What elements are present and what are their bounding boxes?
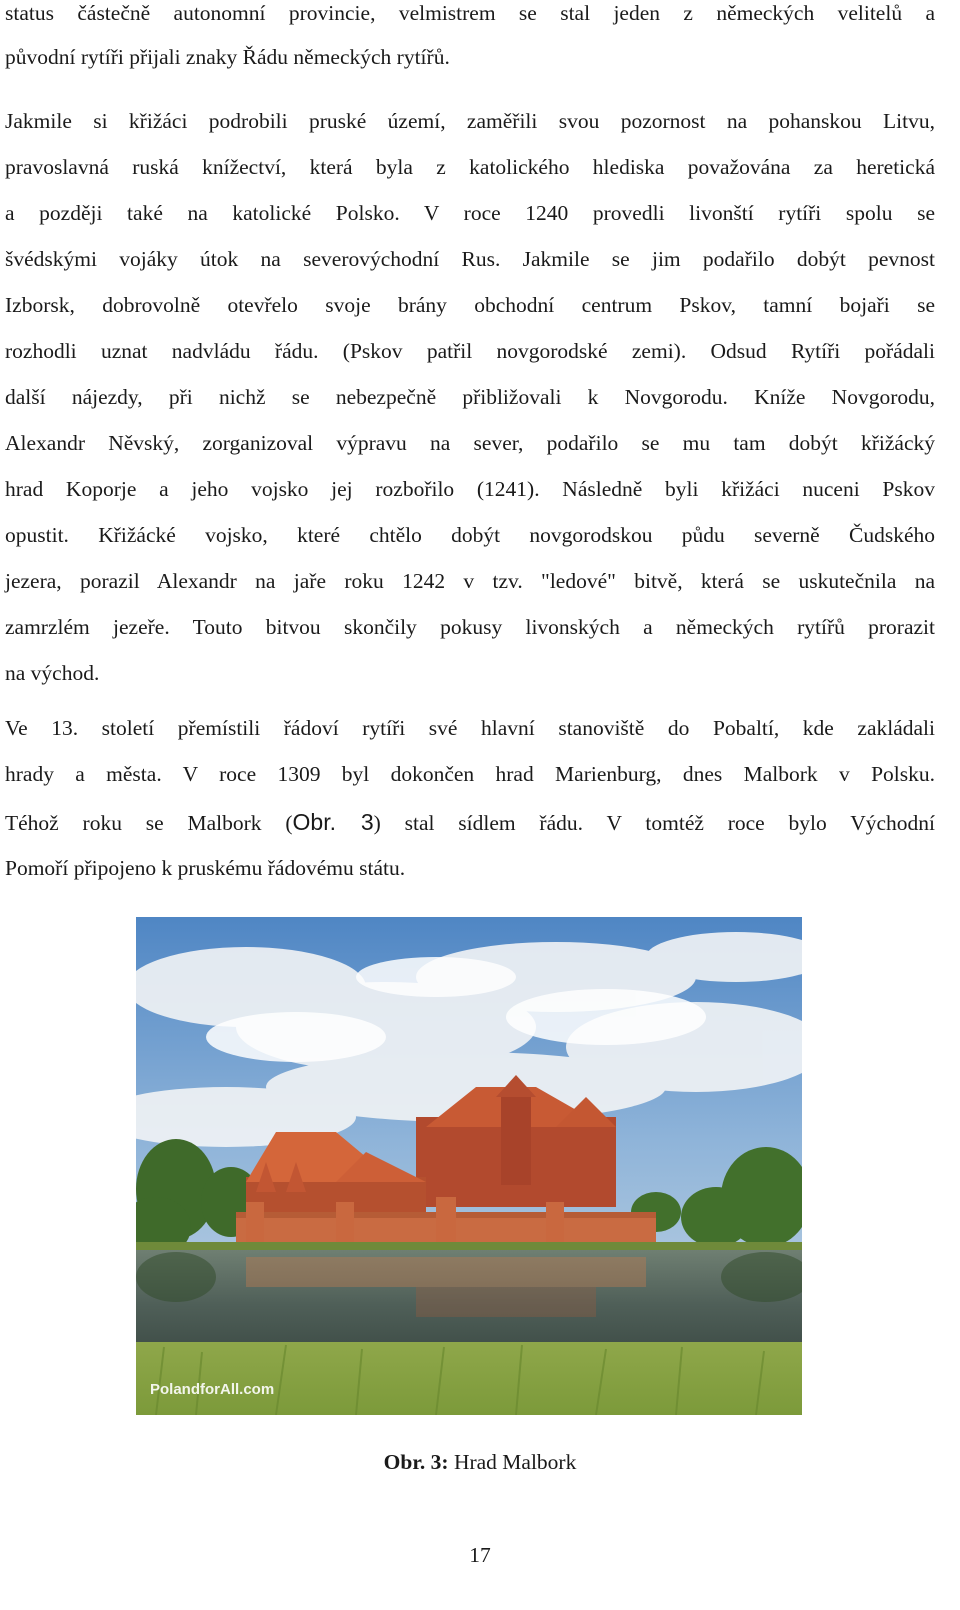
- text-line: Pomoří připojeno k pruskému řádovému státu.: [5, 856, 406, 880]
- text-line: Jakmile si křižáci podrobili pruské území, zaměřili svou pozornost na pohanskou Litvu,: [5, 109, 935, 133]
- text-line: hrady a města. V roce 1309 byl dokončen hrad Marienburg, dnes Malbork v Polsku.: [5, 762, 935, 786]
- text-line: na východ.: [5, 661, 100, 685]
- photo-watermark: PolandforAll.com: [150, 1381, 275, 1398]
- caption-text: Hrad Malbork: [448, 1450, 577, 1474]
- text-line: status částečně autonomní provincie, velmistrem se stal jeden z německých velitelů a: [5, 1, 935, 25]
- text-line: švédskými vojáky útok na severovýchodní Rus. Jakmile se jim podařilo dobýt pevnost: [5, 247, 935, 271]
- text-line: původní rytíři přijali znaky Řádu německých rytířů.: [5, 45, 450, 69]
- text-line: zamrzlém jezeře. Touto bitvou skončily pokusy livonských a německých rytířů prorazit: [5, 615, 935, 639]
- text-line: rozhodli uznat nadvládu řádu. (Pskov patřil novgorodské zemi). Odsud Rytíři pořádali: [5, 339, 935, 363]
- text-line: a později také na katolické Polsko. V roce 1240 provedli livonští rytíři spolu se: [5, 201, 935, 225]
- figure-caption: [0, 1450, 960, 1475]
- castle-photo: [136, 917, 802, 1415]
- text-line: Izborsk, dobrovolně otevřelo svoje brány obchodní centrum Pskov, tamní bojaři se: [5, 293, 935, 317]
- text-line: další nájezdy, při nichž se nebezpečně přibližovali k Novgorodu. Kníže Novgorodu,: [5, 385, 935, 409]
- text-line: hrad Koporje a jeho vojsko jej rozbořilo (1241). Následně byli křižáci nuceni Pskov: [5, 477, 935, 501]
- text-line: Alexandr Něvský, zorganizoval výpravu na sever, podařilo se mu tam dobýt křižácký: [5, 431, 935, 455]
- page-number: 17: [469, 1543, 491, 1567]
- text-line: pravoslavná ruská knížectví, která byla z katolického hlediska považována za heretická: [5, 155, 935, 179]
- malbork-castle-image: [136, 917, 802, 1415]
- text-line: jezera, porazil Alexandr na jaře roku 1242 v tzv. "ledové" bitvě, která se uskutečnila na: [5, 569, 935, 593]
- text-line: opustit. Křižácké vojsko, které chtělo dobýt novgorodskou půdu severně Čudského: [5, 523, 935, 547]
- figure-reference: Obr. 3: [292, 809, 374, 835]
- text-segment: Téhož roku se Malbork (: [5, 811, 293, 835]
- text-line: Ve 13. století přemístili řádoví rytíři své hlavní stanoviště do Pobaltí, kde zakládali: [5, 716, 935, 740]
- text-segment: ) stal sídlem řádu. V tomtéž roce bylo Východní: [373, 811, 935, 835]
- text-line-with-figure-ref: [5, 809, 935, 836]
- caption-label: Obr. 3:: [383, 1450, 449, 1474]
